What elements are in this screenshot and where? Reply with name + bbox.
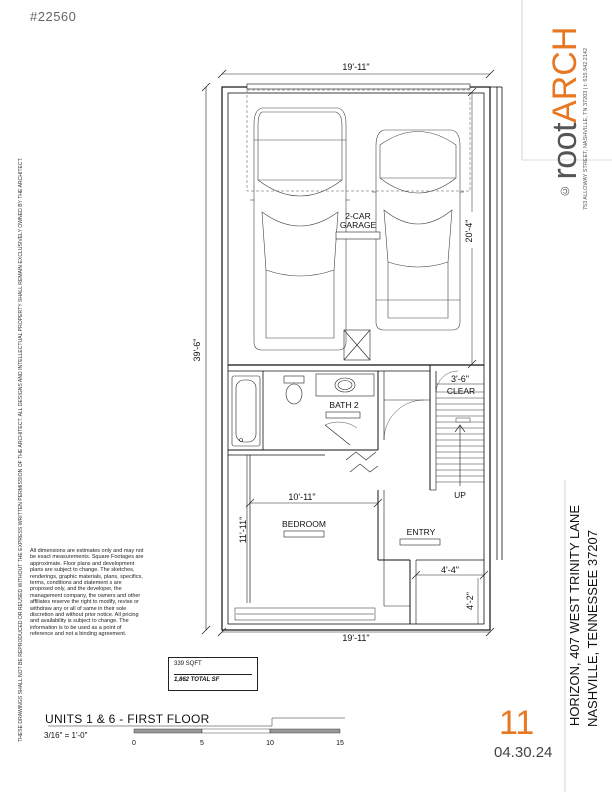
dim-entry-depth: 4'-2" <box>465 592 475 610</box>
page-title: UNITS 1 & 6 - FIRST FLOOR <box>45 712 210 726</box>
dim-overall-depth: 39'-6" <box>192 338 202 362</box>
sheet-date: 04.30.24 <box>494 744 553 761</box>
unit-area: 339 SQFT <box>174 661 202 667</box>
toilet-tank <box>284 376 304 383</box>
logo-copyright: © <box>558 184 572 198</box>
drawing-scale: 3/16" = 1'-0" <box>44 731 88 740</box>
scale-label-15: 15 <box>336 740 344 747</box>
dim-stair-clear: 3'-6" <box>451 374 469 384</box>
logo-arch: ARCH <box>546 26 584 123</box>
attic-hatch <box>344 330 370 360</box>
label-entry: ENTRY <box>406 527 436 537</box>
square-footage-box <box>168 657 258 691</box>
sheet-id: #22560 <box>30 9 77 24</box>
label-clear: CLEAR <box>446 386 476 396</box>
dim-entry-width: 4'-4" <box>441 565 459 575</box>
rootarch-logo <box>546 8 585 198</box>
firm-address: 753 ALLOWAY STREET, NASHVILLE, TN 37203 | t: 615.942.2142 <box>583 47 589 210</box>
bath-fixtures <box>232 374 374 446</box>
entry-dimensions <box>412 565 488 624</box>
dim-garage-depth: 20'-4" <box>464 219 474 243</box>
scale-label-10: 10 <box>266 740 274 747</box>
copyright-disclaimer: THESE DRAWINGS SHALL NOT BE REPRODUCED OR REUSED WITHOUT THE EXPRESS WRITTEN PERMISSION OF THE ARCHITECT. ALL DESIGNS AND INTELLECTUAL PROPERTY SHALL REMAIN EXCLUSIVELY OWNED BY THE ARCHITECT. <box>18 157 24 742</box>
toilet-bowl <box>286 384 302 404</box>
car-right <box>372 130 464 330</box>
top-dimension <box>218 62 494 78</box>
scale-label-0: 0 <box>132 740 136 747</box>
vanity <box>316 374 374 396</box>
logo-root: root <box>546 122 584 180</box>
dim-bedroom-depth: 11'-11" <box>238 516 248 544</box>
stair-clear-dimension <box>436 374 484 384</box>
dim-bottom-width: 19'-11" <box>342 633 370 643</box>
dim-bedroom-width: 10'-11" <box>288 492 316 502</box>
label-bedroom: BEDROOM <box>282 519 326 529</box>
scale-label-5: 5 <box>200 740 204 747</box>
sheet-number: 11 <box>499 704 535 742</box>
label-bath: BATH 2 <box>329 400 359 410</box>
total-area: 1,862 TOTAL SF <box>174 674 252 683</box>
project-city: NASHVILLE, TENNESSEE 37207 <box>585 530 600 728</box>
label-garage-2: GARAGE <box>339 220 377 230</box>
bedroom-dimensions <box>238 455 382 603</box>
label-garage-1: 2-CAR <box>345 211 371 221</box>
dim-top-width: 19'-11" <box>342 62 370 72</box>
project-name: HORIZON, 407 WEST TRINITY LANE <box>567 505 582 727</box>
label-up: UP <box>454 490 466 500</box>
bedroom-window <box>235 455 375 620</box>
plan-notes: All dimensions are estimates only and may not be exact measurements. Square Footages are approximate. Floor plans and development plans are subject to change. The sketches, renderings, graphic materials, plans, specifics, terms, conditions and statement s are proposed only, and the developer, the management company, the owners and other affiliates reserve the right to modify, revise or withdraw any or all of same in their sole discretion and without prior notice. All pricing and availability is subject to change. The information is to be used as a point of reference and not a binding agreement. <box>30 548 144 638</box>
stairs <box>436 392 484 486</box>
left-dimension <box>192 83 210 634</box>
car-left <box>250 108 350 350</box>
